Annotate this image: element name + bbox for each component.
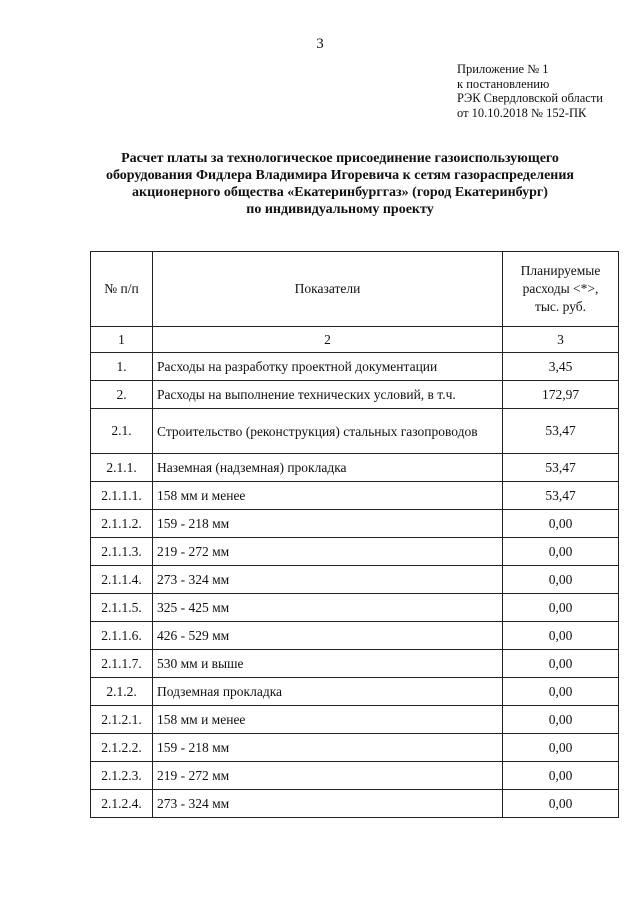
title-line: оборудования Фидлера Владимира Игоревича к сетям газораспределения <box>105 168 575 183</box>
table-row <box>91 353 619 381</box>
table-row <box>91 762 619 790</box>
row-value: 172,97 <box>503 381 619 409</box>
row-value: 0,00 <box>503 762 619 790</box>
row-value: 0,00 <box>503 594 619 622</box>
row-number: 2.1.2.2. <box>91 734 153 762</box>
column-number: 2 <box>153 327 503 353</box>
table-row <box>91 566 619 594</box>
header-planned-line: расходы <*>, <box>522 281 599 296</box>
title-line: Расчет платы за технологическое присоединение газоиспользующего <box>121 151 559 166</box>
table-row <box>91 409 619 454</box>
row-indicator: Подземная прокладка <box>153 678 503 706</box>
row-number: 2.1. <box>91 409 153 454</box>
row-indicator: 219 - 272 мм <box>153 538 503 566</box>
row-number: 1. <box>91 353 153 381</box>
table-row <box>91 538 619 566</box>
row-number: 2.1.1.5. <box>91 594 153 622</box>
cost-table <box>90 251 619 818</box>
table-row <box>91 622 619 650</box>
row-indicator: 158 мм и менее <box>153 706 503 734</box>
row-indicator: 273 - 324 мм <box>153 790 503 818</box>
row-value: 53,47 <box>503 482 619 510</box>
column-number-row <box>91 327 619 353</box>
row-indicator: 426 - 529 мм <box>153 622 503 650</box>
row-value: 0,00 <box>503 706 619 734</box>
row-value: 0,00 <box>503 566 619 594</box>
table-row <box>91 510 619 538</box>
row-number: 2.1.2.1. <box>91 706 153 734</box>
appendix-block <box>457 62 603 120</box>
row-number: 2.1.1.3. <box>91 538 153 566</box>
table-row <box>91 706 619 734</box>
row-indicator: 159 - 218 мм <box>153 734 503 762</box>
appendix-line: РЭК Свердловской области <box>457 91 603 105</box>
table-row <box>91 381 619 409</box>
row-number: 2.1.1.6. <box>91 622 153 650</box>
table-row <box>91 678 619 706</box>
table-row <box>91 650 619 678</box>
header-planned-costs <box>503 252 619 327</box>
header-indicators: Показатели <box>153 252 503 327</box>
row-indicator: Строительство (реконструкция) стальных газопроводов <box>153 409 503 454</box>
row-value: 3,45 <box>503 353 619 381</box>
row-value: 0,00 <box>503 734 619 762</box>
column-number: 3 <box>503 327 619 353</box>
row-number: 2. <box>91 381 153 409</box>
row-number: 2.1.1.7. <box>91 650 153 678</box>
header-num: № п/п <box>91 252 153 327</box>
row-indicator: Наземная (надземная) прокладка <box>153 454 503 482</box>
appendix-line: к постановлению <box>457 76 550 91</box>
table-row <box>91 790 619 818</box>
table-row <box>91 594 619 622</box>
table-header-row <box>91 252 619 327</box>
page-number: 3 <box>316 36 324 52</box>
table-row <box>91 482 619 510</box>
table-row <box>91 734 619 762</box>
row-indicator: 325 - 425 мм <box>153 594 503 622</box>
row-indicator: 158 мм и менее <box>153 482 503 510</box>
row-number: 2.1.2.4. <box>91 790 153 818</box>
row-number: 2.1.1.2. <box>91 510 153 538</box>
row-value: 0,00 <box>503 538 619 566</box>
row-indicator: 273 - 324 мм <box>153 566 503 594</box>
header-planned-line: тыс. руб. <box>534 299 587 314</box>
column-number: 1 <box>91 327 153 353</box>
appendix-line: от 10.10.2018 № 152-ПК <box>457 105 587 120</box>
row-value: 53,47 <box>503 409 619 454</box>
row-number: 2.1.1.1. <box>91 482 153 510</box>
row-value: 0,00 <box>503 678 619 706</box>
header-planned-line: Планируемые <box>520 263 601 278</box>
row-number: 2.1.1.4. <box>91 566 153 594</box>
table-row <box>91 454 619 482</box>
row-value: 0,00 <box>503 510 619 538</box>
row-value: 0,00 <box>503 790 619 818</box>
row-indicator: 219 - 272 мм <box>153 762 503 790</box>
row-value: 53,47 <box>503 454 619 482</box>
row-value: 0,00 <box>503 622 619 650</box>
document-title <box>60 150 620 218</box>
appendix-line: Приложение № 1 <box>457 62 549 76</box>
row-value: 0,00 <box>503 650 619 678</box>
row-number: 2.1.1. <box>91 454 153 482</box>
row-indicator: 530 мм и выше <box>153 650 503 678</box>
row-indicator: Расходы на разработку проектной документации <box>153 353 503 381</box>
row-indicator: Расходы на выполнение технических условий, в т.ч. <box>153 381 503 409</box>
title-line: акционерного общества «Екатеринбурггаз» (город Екатеринбург) <box>132 185 548 200</box>
row-indicator: 159 - 218 мм <box>153 510 503 538</box>
row-number: 2.1.2. <box>91 678 153 706</box>
title-line: по индивидуальному проекту <box>246 202 434 217</box>
row-number: 2.1.2.3. <box>91 762 153 790</box>
